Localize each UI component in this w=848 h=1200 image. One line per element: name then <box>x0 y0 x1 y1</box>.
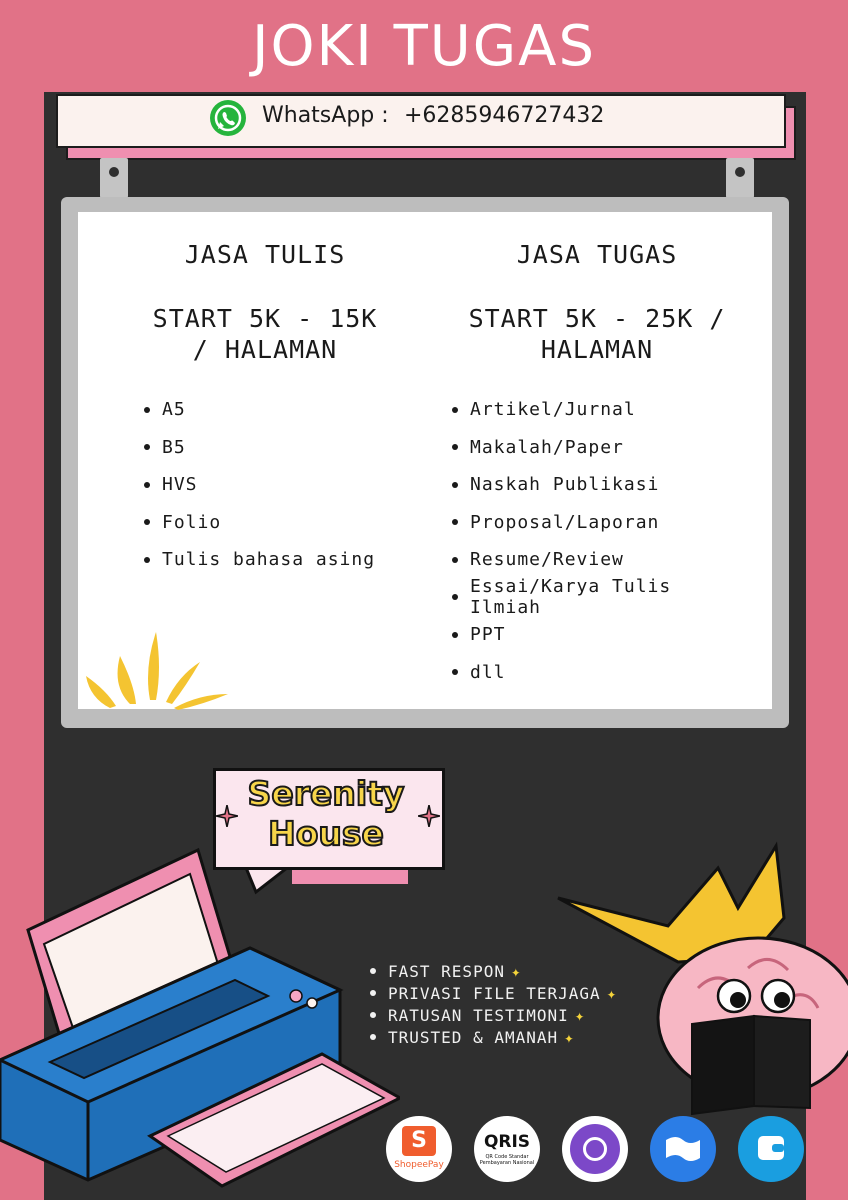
bullet-icon <box>144 557 150 563</box>
brand-line: Serenity <box>247 774 405 813</box>
sparkles-icon: ✦ <box>606 983 618 1003</box>
list-item-label: B5 <box>162 436 186 458</box>
list-item <box>452 576 752 619</box>
dana-icon[interactable] <box>650 1116 716 1182</box>
burst-decoration-icon <box>82 628 232 710</box>
qris-caption-line: QR Code Standar <box>485 1154 529 1160</box>
service-list-jasa-tugas <box>452 391 752 691</box>
price-line: HALAMAN <box>540 335 654 364</box>
sparkles-icon: ✦ <box>564 1027 575 1047</box>
feature-label: RATUSAN TESTIMONI <box>388 1005 569 1025</box>
sparkles-icon: ✦ <box>574 1005 586 1025</box>
feature-label: TRUSTED & AMANAH <box>388 1027 559 1047</box>
board-hook-left <box>100 158 128 198</box>
bullet-icon <box>452 557 458 563</box>
list-item <box>452 391 752 429</box>
whatsapp-number[interactable]: +6285946727432 <box>404 103 605 128</box>
bullet-icon <box>144 444 150 450</box>
list-item-label: Artikel/Jurnal <box>470 399 636 421</box>
bullet-icon <box>452 407 458 413</box>
qris-caption <box>474 1154 540 1166</box>
list-item <box>452 654 752 692</box>
list-item <box>452 616 752 654</box>
list-item <box>452 429 752 467</box>
feature-label: PRIVASI FILE TERJAGA <box>388 983 601 1003</box>
list-item-label: A5 <box>162 399 186 421</box>
brain-mascot-icon <box>548 838 848 1118</box>
list-item <box>144 391 404 429</box>
list-item-label: Tulis bahasa asing <box>162 549 376 571</box>
printer-illustration-icon <box>0 840 400 1200</box>
qris-caption-line: Pembayaran Nasional <box>479 1160 535 1166</box>
list-item <box>452 466 752 504</box>
sparkles-icon: ✦ <box>510 961 522 981</box>
bullet-icon <box>144 482 150 488</box>
bullet-icon <box>452 632 458 638</box>
feature-label: FAST RESPON <box>388 961 505 981</box>
shopeepay-icon[interactable] <box>386 1116 452 1182</box>
service-price-jasa-tulis <box>118 303 412 365</box>
shopee-bag-icon: S <box>402 1126 436 1156</box>
sparkle-icon <box>418 805 440 827</box>
list-item-label: Resume/Review <box>470 549 624 571</box>
bullet-icon <box>452 519 458 525</box>
whatsapp-icon[interactable] <box>210 100 246 136</box>
service-heading-jasa-tugas: JASA TUGAS <box>516 240 678 269</box>
bullet-icon <box>452 594 458 600</box>
qris-logo: QRIS <box>483 1132 531 1152</box>
price-line: / HALAMAN <box>192 335 338 364</box>
brand-line: House <box>268 814 384 853</box>
bullet-icon <box>452 482 458 488</box>
contact-label: WhatsApp : <box>262 103 389 128</box>
bullet-icon <box>452 444 458 450</box>
bullet-icon <box>452 669 458 675</box>
qris-icon[interactable] <box>474 1116 540 1182</box>
list-item <box>452 541 752 579</box>
list-item-label: Folio <box>162 511 222 533</box>
list-item-label: Naskah Publikasi <box>470 474 660 496</box>
service-heading-jasa-tulis: JASA TULIS <box>184 240 346 269</box>
list-item <box>144 466 404 504</box>
list-item <box>144 504 404 542</box>
price-line: START 5K - 25K / <box>468 304 726 333</box>
shopeepay-label: ShopeePay <box>394 1160 444 1170</box>
list-item <box>144 429 404 467</box>
bullet-icon <box>144 519 150 525</box>
service-price-jasa-tugas <box>440 303 754 365</box>
list-item <box>452 504 752 542</box>
price-line: START 5K - 15K <box>152 304 378 333</box>
list-item <box>144 541 404 579</box>
service-list-jasa-tulis <box>144 391 404 579</box>
wallet-icon[interactable] <box>738 1116 804 1182</box>
list-item-label: HVS <box>162 474 198 496</box>
list-item-label: Essai/Karya Tulis Ilmiah <box>470 576 672 619</box>
sparkle-icon <box>216 805 238 827</box>
list-item-label: Proposal/Laporan <box>470 511 660 533</box>
list-item-label: PPT <box>470 624 506 646</box>
page-title: JOKI TUGAS <box>251 14 597 79</box>
ovo-icon[interactable] <box>562 1116 628 1182</box>
list-item-label: Makalah/Paper <box>470 436 624 458</box>
bullet-icon <box>144 407 150 413</box>
board-hook-right <box>726 158 754 198</box>
list-item-label: dll <box>470 661 506 683</box>
